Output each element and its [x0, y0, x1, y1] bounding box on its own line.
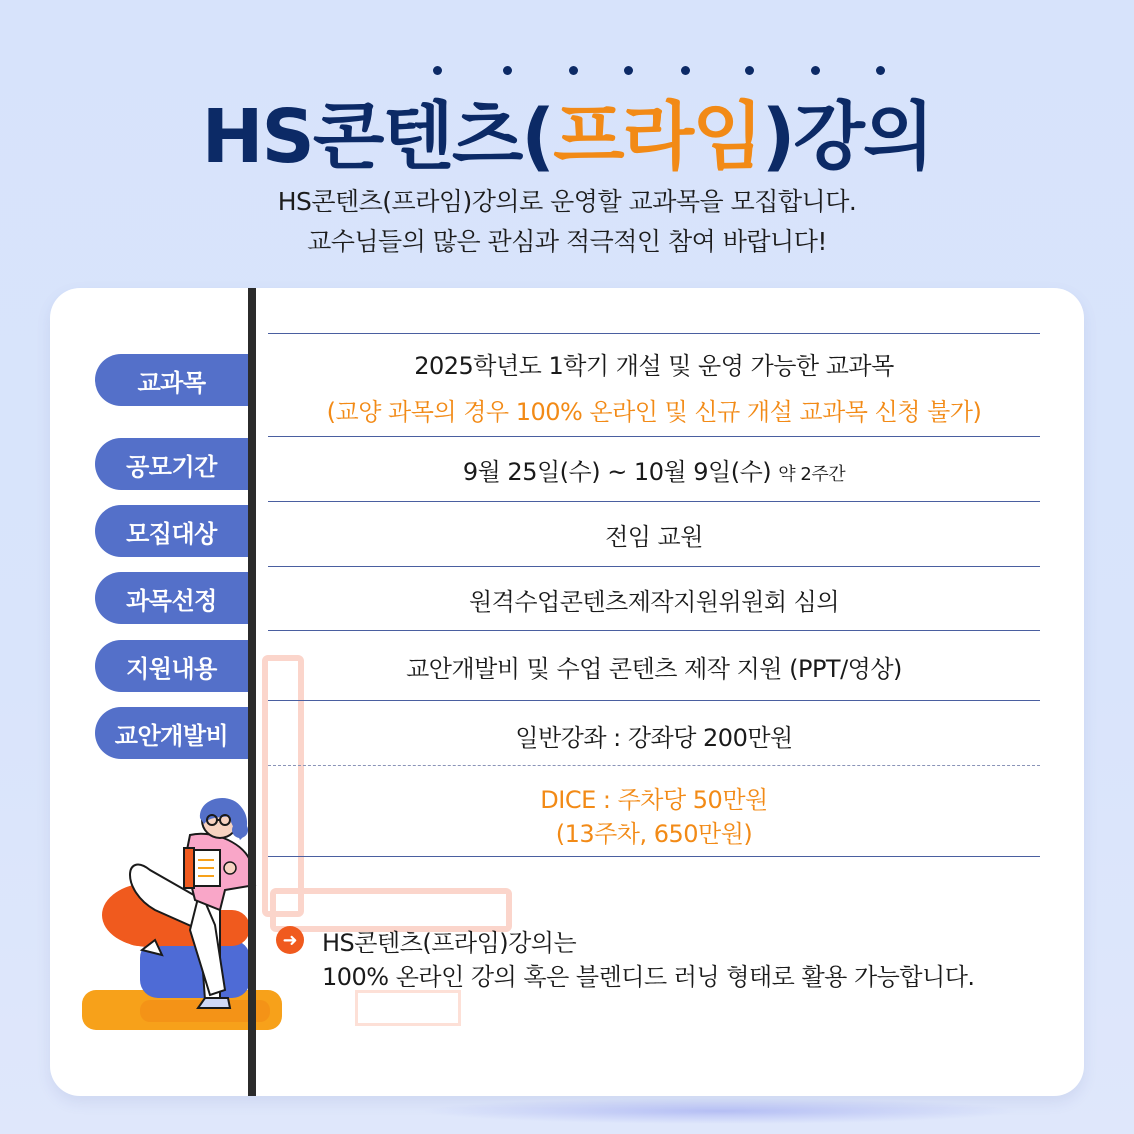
usage-note	[322, 926, 975, 994]
usage-note-line-2: 100% 온라인 강의 혹은 블렌디드 러닝 형태로 활용 가능합니다.	[322, 963, 975, 991]
title-dots	[0, 66, 1134, 78]
row-divider	[268, 333, 1040, 334]
card-shadow	[420, 1098, 1020, 1124]
vertical-divider	[248, 288, 256, 1096]
label-development-fee: 교안개발비	[95, 707, 248, 759]
row-divider	[268, 856, 1040, 857]
arrow-right-circle-icon: ➜	[276, 926, 304, 954]
support-text: 교안개발비 및 수업 콘텐츠 제작 지원 (PPT/영상)	[406, 655, 902, 683]
label-subject: 교과목	[95, 354, 248, 406]
subject-note: (교양 과목의 경우 100% 온라인 및 신규 개설 교과목 신청 불가)	[326, 398, 982, 426]
label-period: 공모기간	[95, 438, 248, 490]
row-divider-dashed	[268, 765, 1040, 766]
selection-text: 원격수업콘텐츠제작지원위원회 심의	[468, 588, 840, 616]
fee-general-text: 일반강좌 : 강좌당 200만원	[515, 724, 793, 752]
label-target: 모집대상	[95, 505, 248, 557]
deco-frame-small	[355, 990, 461, 1026]
period-text: 9월 25일(수) ~ 10월 9일(수) 약 2주간	[462, 458, 846, 486]
subtitle-line-2: 교수님들의 많은 관심과 적극적인 참여 바랍니다!	[307, 227, 827, 256]
fee-dice-text: DICE : 주차당 50만원	[540, 786, 768, 814]
target-text: 전임 교원	[605, 523, 703, 551]
row-divider	[268, 436, 1040, 437]
label-support: 지원내용	[95, 640, 248, 692]
title-accent: 프라임	[553, 94, 762, 180]
subject-text: 2025학년도 1학기 개설 및 운영 가능한 교과목	[414, 352, 894, 380]
label-selection: 과목선정	[95, 572, 248, 624]
page-title: HS콘텐츠(프라임)강의	[201, 94, 933, 180]
usage-note-line-1: HS콘텐츠(프라임)강의는	[322, 929, 577, 957]
subtitle-line-1: HS콘텐츠(프라임)강의로 운영할 교과목을 모집합니다.	[277, 187, 857, 216]
row-divider	[268, 630, 1040, 631]
reading-woman-illustration	[80, 790, 300, 1040]
row-divider	[268, 566, 1040, 567]
period-duration: 약 2주간	[778, 464, 846, 485]
fee-dice-detail: (13주차, 650만원)	[555, 820, 753, 848]
row-divider	[268, 700, 1040, 701]
row-divider	[268, 501, 1040, 502]
